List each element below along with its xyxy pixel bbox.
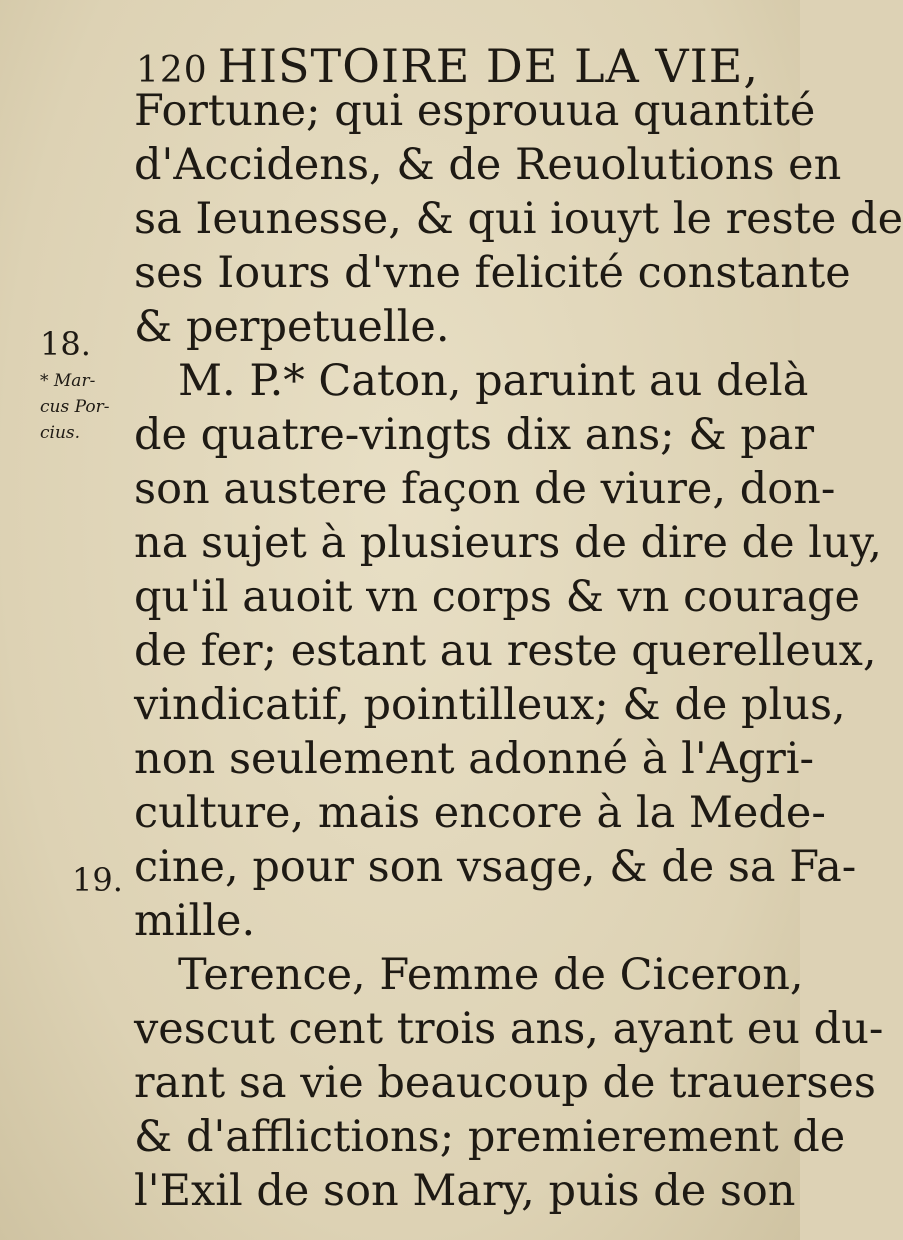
text-line: M. P.* Caton, paruint au delà [178,356,809,406]
text-line: & d'afflictions; premierement de [134,1112,846,1162]
text-line: qu'il auoit vn corps & vn courage [134,572,861,622]
text-line: ses Iours d'vne felicité constante [134,248,851,298]
margin-note-line: cus Por- [40,397,110,417]
page-number: 120 [136,50,208,91]
text-line: rant sa vie beaucoup de trauerses [134,1058,876,1108]
margin-number-18: 18. [40,325,91,363]
text-line: mille. [134,896,256,946]
text-line: & perpetuelle. [134,302,450,352]
text-line: de fer; estant au reste querelleux, [134,626,877,676]
text-line: l'Exil de son Mary, puis de son [134,1166,796,1216]
header-title: HISTOIRE DE LA VIE, [217,39,759,93]
margin-note-line: * Mar- [40,371,96,391]
margin-note-line: cius. [40,423,81,443]
text-line: son austere façon de viure, don- [134,464,836,514]
text-line: non seulement adonné à l'Agri- [134,734,815,784]
text-line: de quatre-vingts dix ans; & par [134,410,815,460]
text-line: sa Ieunesse, & qui iouyt le reste de [134,194,903,244]
text-line: cine, pour son vsage, & de sa Fa- [134,842,857,892]
text-line: vescut cent trois ans, ayant eu du- [134,1004,884,1054]
text-line: na sujet à plusieurs de dire de luy, [134,518,882,568]
text-line: Terence, Femme de Ciceron, [178,950,804,1000]
text-line: d'Accidens, & de Reuolutions en [134,140,842,190]
text-line: vindicatif, pointilleux; & de plus, [134,680,846,730]
text-line: culture, mais encore à la Mede- [134,788,826,838]
margin-number-19: 19. [72,861,123,899]
text-line: Fortune; qui esprouua quantité [134,86,816,136]
